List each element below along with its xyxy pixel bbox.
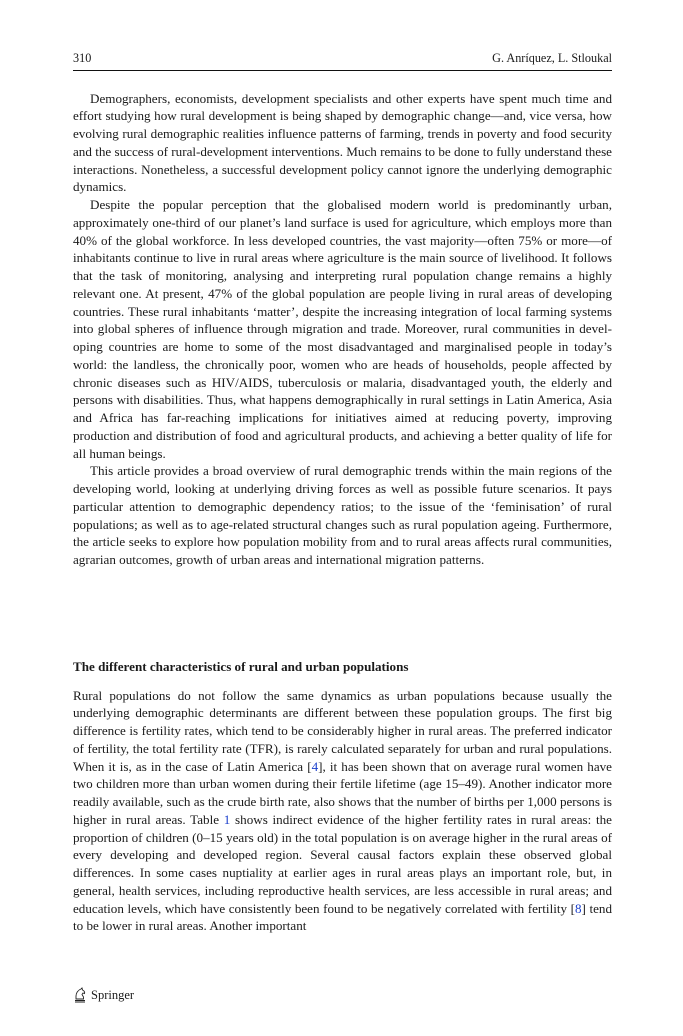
page-number: 310 [73, 51, 92, 65]
section-heading: The different characteristics of rural and urban populations [73, 659, 409, 674]
section-text-part-3: shows indirect evidence of the higher fertility rates in rural areas: the proportion of children (0–15 years old) in the total population is on average higher in the rural areas of every developing and developed region. Several causal factors explain these observed global differences. In some cases nuptiality at earlier ages in rural areas plays an important role, but, in general, health services, including reproductive health services, are less accessible in rural areas; and education levels, which have consistently been found to be negatively correlated with fertility [ [73, 811, 612, 916]
running-header [73, 50, 612, 70]
citation-link-4[interactable]: 4 [311, 758, 319, 774]
intro-paragraph-3: This article provides a broad overview of rural demographic trends within the main regions of the developing world, looking at underlying driving forces as well as possible future scenarios. It pays particular attention to demographic dependency ratios; to the issue of the ‘feminisation’ of rural populations; as well as to age-related structural changes such as rural population ageing. Furthermore, the article seeks to explore how population mobility from and to rural areas affects rural communities, agrarian outcomes, growth of urban areas and international migration patterns. [73, 463, 612, 567]
publisher-footer [73, 985, 134, 1005]
intro-section [73, 90, 612, 569]
section-body [73, 687, 612, 936]
table-1-link[interactable]: 1 [223, 811, 231, 827]
section-text-part-2: ], it has been shown that on average rural women have two children more than urban women during their fertile lifetime (age 15–49). Another indicator more readily available, such as the crude birth rate, also shows that the number of births per 1,000 persons is higher in rural areas. Table [73, 758, 612, 827]
section-paragraph [73, 687, 612, 936]
intro-paragraph-2: Despite the popular perception that the globalised modern world is predominantly urban, approximately one-third of our planet’s land surface is used for agriculture, which employs more than 40% of the global workforce. In less developed countries, the vast majority—often 75% or more—of inhabitants continue to live in rural areas where agriculture is the main source of livelihood. It follows that the task of monitoring, analysing and interpreting rural population change remains a highly relevant one. At present, 47% of the global population are people living in rural areas of developing countries. These rural inhabitants ‘matter’, despite the increasing integration of local farming systems into global spheres of influence through migration and trade. Moreover, rural communities in developing countries are home to some of the most disadvantaged and marginalised people in today’s world: the landless, the chronically poor, women who are heads of households, people affected by chronic diseases such as HIV/AIDS, tuberculosis or malaria, disadvantaged youth, the elderly and persons with disabilities. Thus, what happens demographically in rural settings in Latin America, Asia and Africa has far-reaching implications for initiatives aimed at reducing poverty, improving production and distribution of food and agricultural products, and achieving a better quality of life for all human beings. [73, 197, 612, 461]
springer-knight-icon [73, 987, 87, 1003]
publisher-name: Springer [91, 988, 135, 1002]
citation-link-8[interactable]: 8 [574, 900, 582, 916]
header-rule [73, 70, 612, 71]
section-text-part-4: ] tend to be lower in rural areas. Another important [73, 900, 612, 934]
section-text-part-1: Rural populations do not follow the same dynamics as urban populations because usually the underlying demographic determinants are different between these population groups. The first big difference is fertility rates, which tend to be considerably higher in rural areas. The preferred indicator of fertility, the total fertility rate (TFR), is rarely calculated separately for urban and rural populations. When it is, as in the case of Latin America [ [73, 687, 612, 774]
running-header-authors: G. Anríquez, L. Stloukal [492, 51, 612, 65]
intro-paragraph-1: Demographers, economists, development specialists and other experts have spent much time and effort studying how rural development is being shaped by demographic change—and, vice versa, how evolving rural demographic realities influence patterns of farming, trends in poverty and food security and the success of rural-development interventions. Much remains to be done to fully understand these interactions. Nonetheless, a successful development policy cannot ignore the underlying demographic dynamics. [73, 90, 612, 195]
